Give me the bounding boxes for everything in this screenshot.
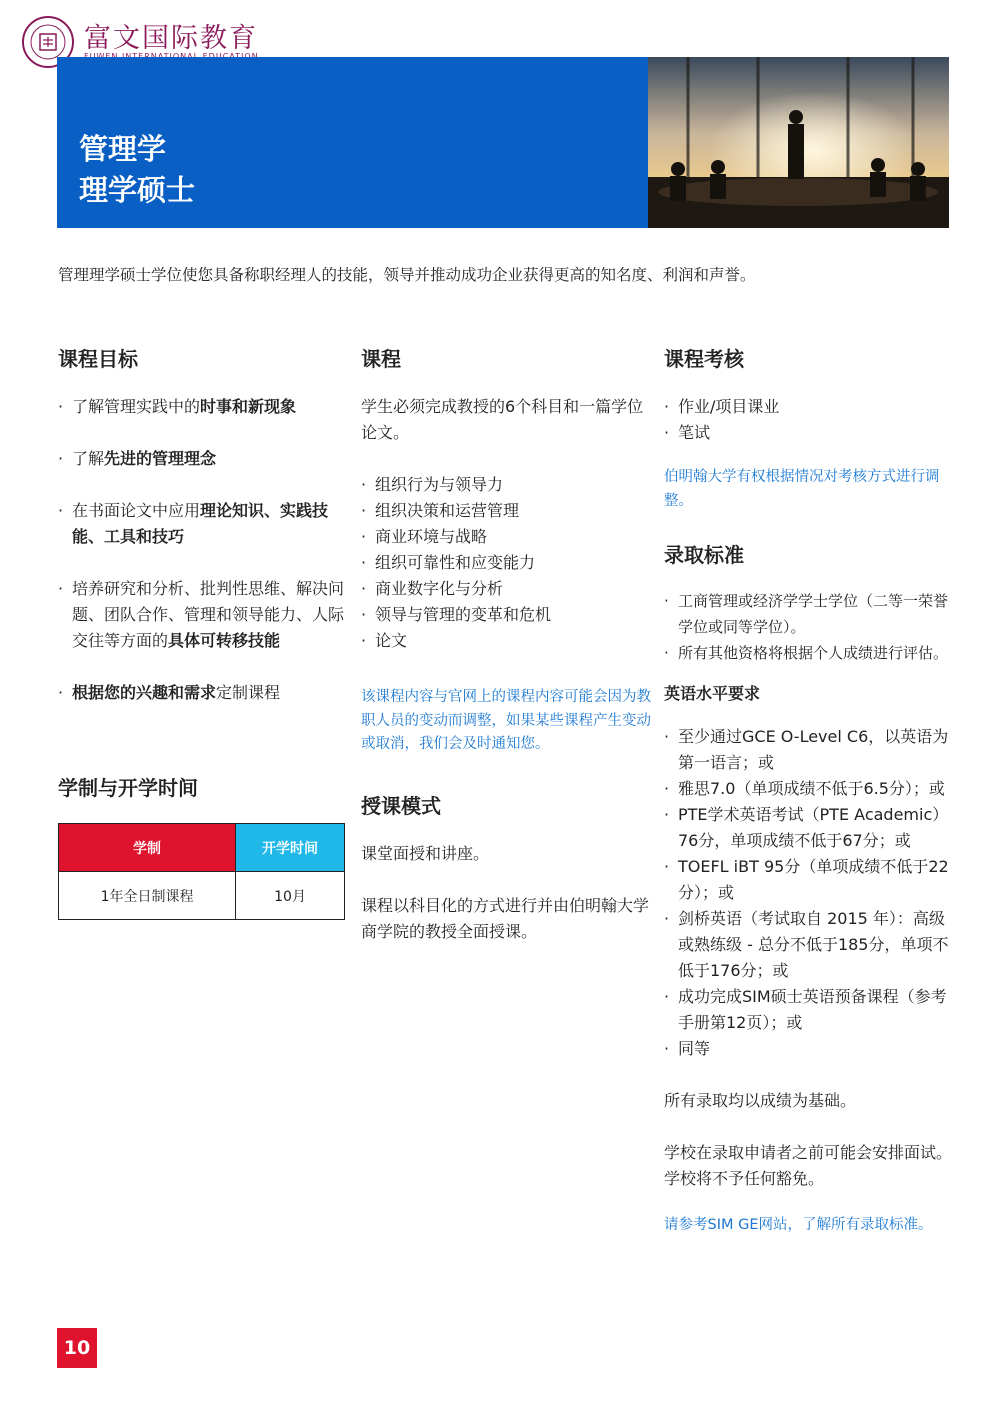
assessment-item: · 笔试: [664, 420, 954, 446]
objectives-list: [58, 394, 348, 706]
title-line-1: 管理学: [79, 132, 167, 166]
assessment-item: · 作业/项目课业: [664, 394, 954, 420]
objective-item: · 了解管理实践中的时事和新现象: [58, 394, 348, 420]
english-heading: 英语水平要求: [664, 684, 761, 703]
subject-item: · 商业环境与战略: [361, 524, 651, 550]
page-number: 10: [57, 1328, 97, 1368]
subject-item: · 论文: [361, 628, 651, 654]
hero-title-panel: [57, 57, 648, 228]
interview-text: 学校在录取申请者之前可能会安排面试。学校将不予任何豁免。: [664, 1143, 953, 1188]
english-item: · 雅思7.0（单项成绩不低于6.5分）；或: [664, 776, 954, 802]
subject-item: · 组织决策和运营管理: [361, 498, 651, 524]
english-item: · 成功完成SIM硕士英语预备课程（参考手册第12页）；或: [664, 984, 954, 1036]
subject-item: · 组织可靠性和应变能力: [361, 550, 651, 576]
brand-name-cn: 富文国际教育: [84, 23, 258, 54]
subject-item: · 商业数字化与分析: [361, 576, 651, 602]
sim-ge-link[interactable]: 请参考SIM GE网站，了解所有录取标准。: [664, 1217, 933, 1233]
english-item: · 剑桥英语（考试取自 2015 年）：高级或熟练级 - 总分不低于185分，单项不低于176分；或: [664, 906, 954, 984]
objective-item: · 在书面论文中应用理论知识、实践技能、工具和技巧: [58, 498, 348, 550]
curriculum-column: [361, 343, 651, 945]
english-list: [664, 724, 954, 1062]
subject-list: [361, 472, 651, 654]
english-item: · PTE学术英语考试（PTE Academic）76分，单项成绩不低于67分；或: [664, 802, 954, 854]
program-intro: 管理理学硕士学位使您具备称职经理人的技能，领导并推动成功企业获得更高的知名度、利润和声誉。: [58, 266, 756, 284]
delivery-text-1: 课堂面授和讲座。: [361, 843, 490, 863]
assessment-list: [664, 394, 954, 446]
admission-item: · 工商管理或经济学学士学位（二等一荣誉学位或同等学位）。: [664, 588, 954, 640]
intake-value: 10月: [236, 872, 345, 920]
title-line-2: 理学硕士: [79, 173, 196, 207]
objective-item: · 培养研究和分析、批判性思维、解决问题、团队合作、管理和领导能力、人际交往等方面的具体可转移技能: [58, 576, 348, 654]
objectives-heading: 课程目标: [58, 347, 138, 371]
subject-item: · 组织行为与领导力: [361, 472, 651, 498]
duration-header: 学制: [59, 824, 236, 872]
curriculum-intro: 学生必须完成教授的6个科目和一篇学位论文。: [361, 397, 644, 442]
schedule-table: [58, 823, 345, 920]
objective-item: · 根据您的兴趣和需求定制课程: [58, 680, 348, 706]
objectives-column: [58, 343, 348, 800]
delivery-text-2: 课程以科目化的方式进行并由伯明翰大学商学院的教授全面授课。: [361, 895, 650, 941]
admission-heading: 录取标准: [664, 543, 744, 567]
delivery-heading: 授课模式: [361, 793, 441, 818]
merit-text: 所有录取均以成绩为基础。: [664, 1091, 857, 1110]
assessment-note: 伯明翰大学有权根据情况对考核方式进行调整。: [664, 469, 940, 509]
english-item: · 至少通过GCE O-Level C6，以英语为第一语言；或: [664, 724, 954, 776]
duration-value: 1年全日制课程: [59, 872, 236, 920]
admission-item: · 所有其他资格将根据个人成绩进行评估。: [664, 640, 954, 666]
curriculum-heading: 课程: [361, 347, 401, 371]
assessment-heading: 课程考核: [664, 347, 744, 371]
hero-banner: [57, 57, 949, 228]
schedule-heading: 学制与开学时间: [58, 776, 198, 800]
english-item: · 同等: [664, 1036, 954, 1062]
subject-item: · 领导与管理的变革和危机: [361, 602, 651, 628]
intake-header: 开学时间: [236, 824, 345, 872]
english-item: · TOEFL iBT 95分（单项成绩不低于22分）；或: [664, 854, 954, 906]
objective-item: · 了解先进的管理理念: [58, 446, 348, 472]
admission-list: [664, 588, 954, 666]
assessment-column: [664, 343, 954, 1238]
page-title: [79, 129, 195, 211]
business-meeting-photo: [648, 57, 949, 228]
curriculum-note: 该课程内容与官网上的课程内容可能会因为教职人员的变动而调整，如果某些课程产生变动或取消，我们会及时通知您。: [361, 689, 651, 752]
